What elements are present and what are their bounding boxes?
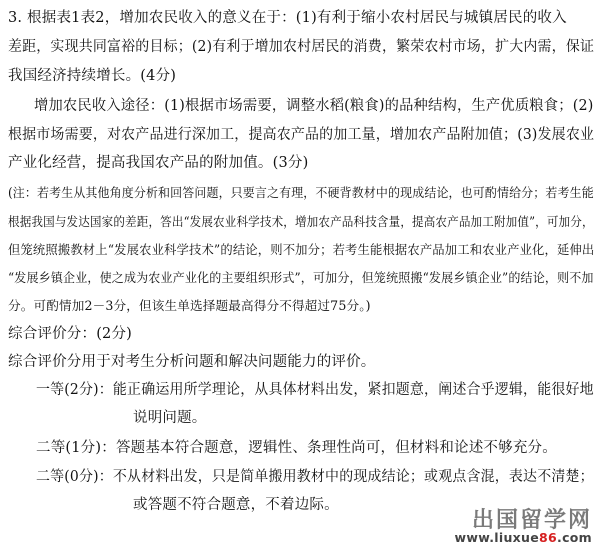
- overall-description: 综合评价分用于对考生分析问题和解决问题能力的评价。: [8, 354, 376, 370]
- watermark-url-prefix: www.liuxue: [454, 530, 540, 545]
- answer-3-line-2: 差距，实现共同富裕的目标；(2)有利于增加农村居民的消费，繁荣农村市场，扩大内需，保证: [8, 39, 595, 55]
- grade-3-line-1: 二等(0分)：不从材料出发，只是简单搬用教材中的现成结论；或观点含混，表达不清楚；: [36, 469, 594, 485]
- watermark-url-suffix: .com: [557, 530, 592, 545]
- overall-title: 综合评价分：(2分): [8, 326, 133, 342]
- note-line-2: 根据我国与发达国家的差距，答出“发展农业科学技术，增加农产品科技含量，提高农产品加工附加值”，可加分，: [8, 214, 594, 229]
- approach-line-3: 产业化经营，提高我国农产品的附加值。(3分): [8, 155, 309, 171]
- watermark-url: [455, 530, 593, 545]
- watermark-logo: [444, 503, 594, 549]
- grade-2-line-1: 二等(1分)：答题基本符合题意，逻辑性、条理性尚可，但材料和论述不够充分。: [36, 440, 557, 456]
- watermark-url-highlight: 86: [539, 530, 558, 545]
- grade-1-line-2: 说明问题。: [133, 410, 207, 426]
- answer-3-line-1: 3. 根据表1表2，增加农民收入的意义在于：(1)有利于缩小农村居民与城镇居民的收入: [8, 10, 567, 26]
- approach-line-1: 增加农民收入途径：(1)根据市场需要，调整水稻(粮食)的品种结构，生产优质粮食；(2): [34, 98, 594, 114]
- note-line-1: (注：若考生从其他角度分析和回答问题，只要言之有理，不硬背教材中的现成结论，也可酌情给分；若考生能: [8, 185, 594, 200]
- watermark-name: 出国留学网: [471, 508, 592, 533]
- note-line-3: 但笼统照搬教材上“发展农业科学技术”的结论，则不加分；若考生能根据农产品加工和农业产业化，延伸出: [8, 242, 595, 257]
- note-line-5: 分。可酌情加2－3分，但该生单选择题最高得分不得超过75分。): [8, 298, 371, 313]
- note-line-4: “发展乡镇企业，使之成为农业产业化的主要组织形式”，可加分，但笼统照搬“发展乡镇企业”的结论，则不加: [8, 270, 594, 285]
- approach-line-2: 根据市场需要，对农产品进行深加工，提高农产品的加工量，增加农产品附加值；(3)发展农业: [8, 127, 595, 143]
- answer-3-line-3: 我国经济持续增长。(4分): [8, 68, 177, 84]
- grade-1-line-1: 一等(2分)：能正确运用所学理论，从具体材料出发，紧扣题意，阐述合乎逻辑，能很好地: [36, 382, 594, 398]
- grade-3-line-2: 或答题不符合题意，不着边际。: [133, 497, 339, 513]
